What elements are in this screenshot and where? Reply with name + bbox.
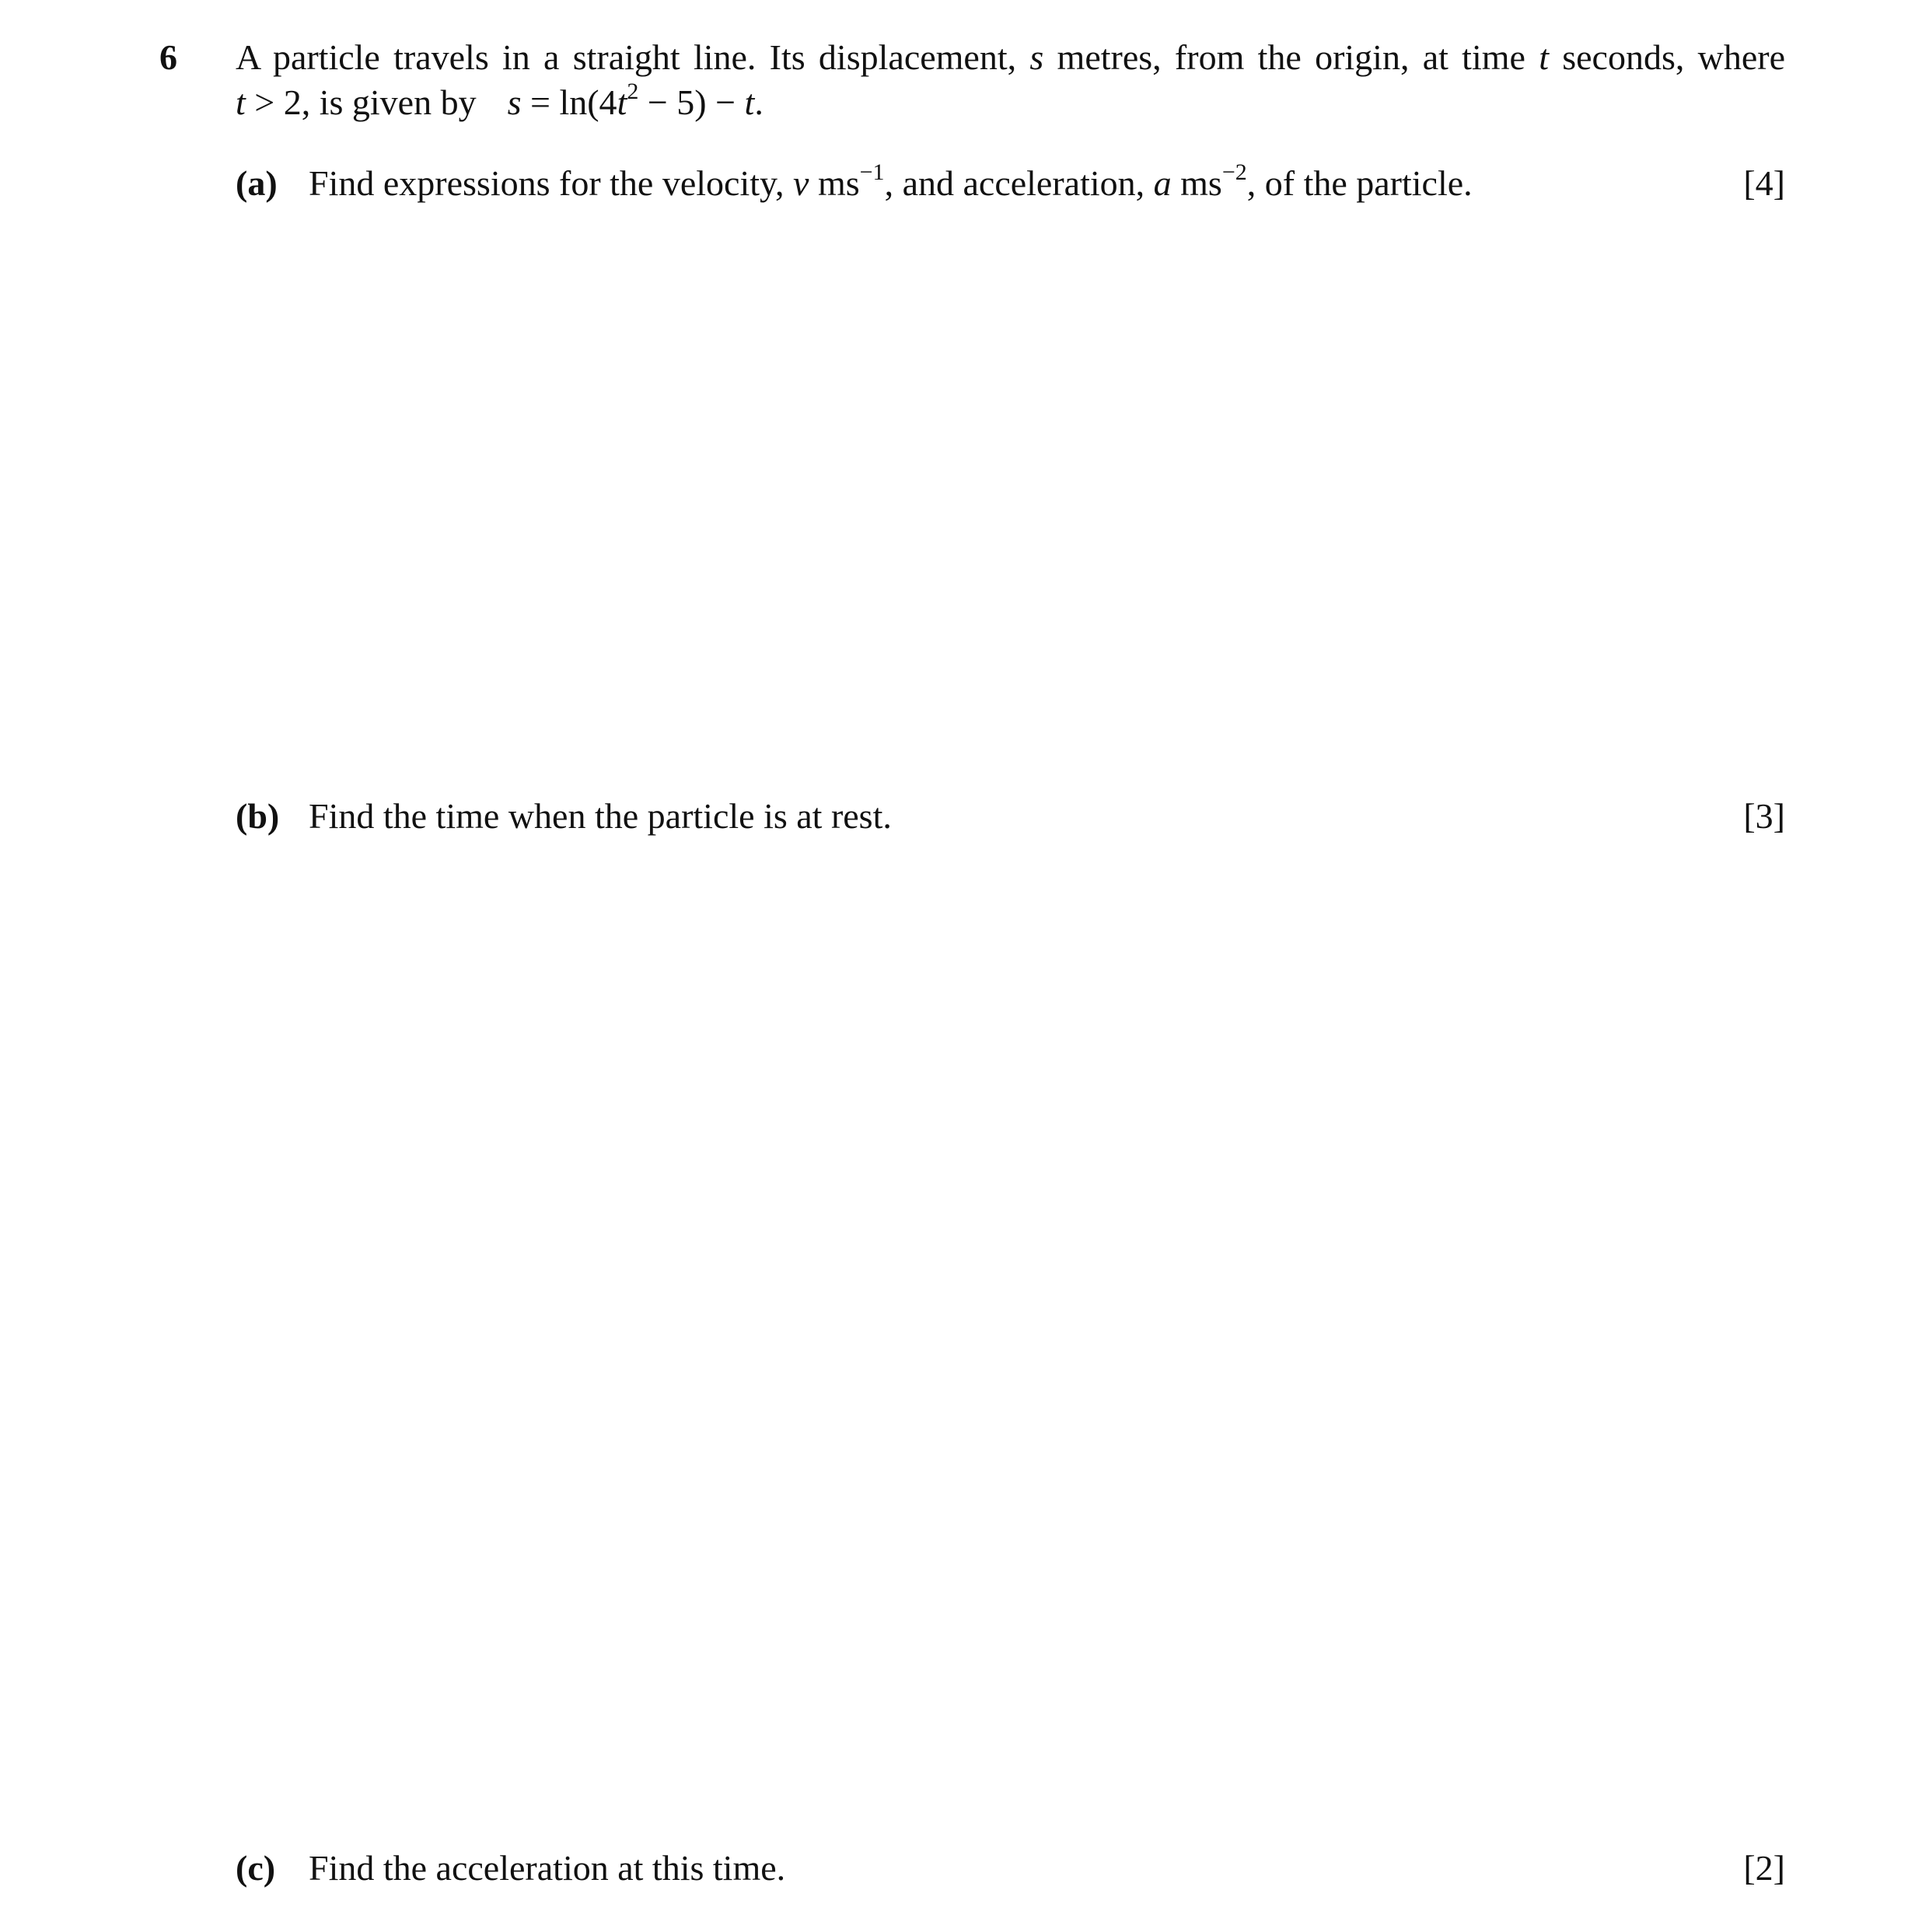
part-a-text: Find expressions for the velocity, xyxy=(309,163,794,203)
stem-line-1 xyxy=(236,34,1785,81)
variable-s: s xyxy=(1029,37,1044,77)
part-c-text: Find the acceleration at this time. xyxy=(309,1848,786,1888)
variable-s: s xyxy=(507,82,522,122)
equation-text: = ln(4 xyxy=(521,82,617,122)
part-a-text: , and acceleration, xyxy=(884,163,1154,203)
part-a xyxy=(236,160,1785,211)
question-stem xyxy=(236,34,1791,129)
part-a-marks: [4] xyxy=(1743,163,1785,203)
unit-exponent: −2 xyxy=(1221,159,1247,185)
stem-text: > 2, is given by xyxy=(245,82,477,122)
stem-text: metres, from the origin, at time xyxy=(1043,37,1539,77)
variable-t: t xyxy=(236,82,246,122)
part-a-text: , of the particle. xyxy=(1246,163,1473,203)
unit-text: ms xyxy=(809,163,860,203)
variable-t: t xyxy=(617,82,627,122)
exponent: 2 xyxy=(627,79,639,104)
part-c xyxy=(236,1845,1785,1892)
part-a-label: (a) xyxy=(236,163,278,203)
variable-a: a xyxy=(1153,163,1172,203)
question-number: 6 xyxy=(159,37,177,77)
variable-t: t xyxy=(744,82,755,122)
unit-exponent: −1 xyxy=(859,159,885,185)
part-b-label: (b) xyxy=(236,796,280,836)
part-c-label: (c) xyxy=(236,1848,276,1888)
stem-text: seconds, where xyxy=(1548,37,1785,77)
part-c-marks: [2] xyxy=(1743,1848,1785,1888)
stem-text: A particle travels in a straight line. Its displacement, xyxy=(236,37,1030,77)
part-b xyxy=(236,793,1785,840)
unit-text: ms xyxy=(1171,163,1222,203)
equation-text: − 5) − xyxy=(638,82,745,122)
variable-t: t xyxy=(1539,37,1549,77)
equation-text: . xyxy=(754,82,764,122)
answer-space-b[interactable] xyxy=(236,851,1785,1819)
part-b-text: Find the time when the particle is at rest. xyxy=(309,796,892,836)
variable-v: v xyxy=(793,163,809,203)
stem-line-2 xyxy=(236,81,1791,129)
part-b-marks: [3] xyxy=(1743,796,1785,836)
answer-space-a[interactable] xyxy=(236,218,1785,777)
